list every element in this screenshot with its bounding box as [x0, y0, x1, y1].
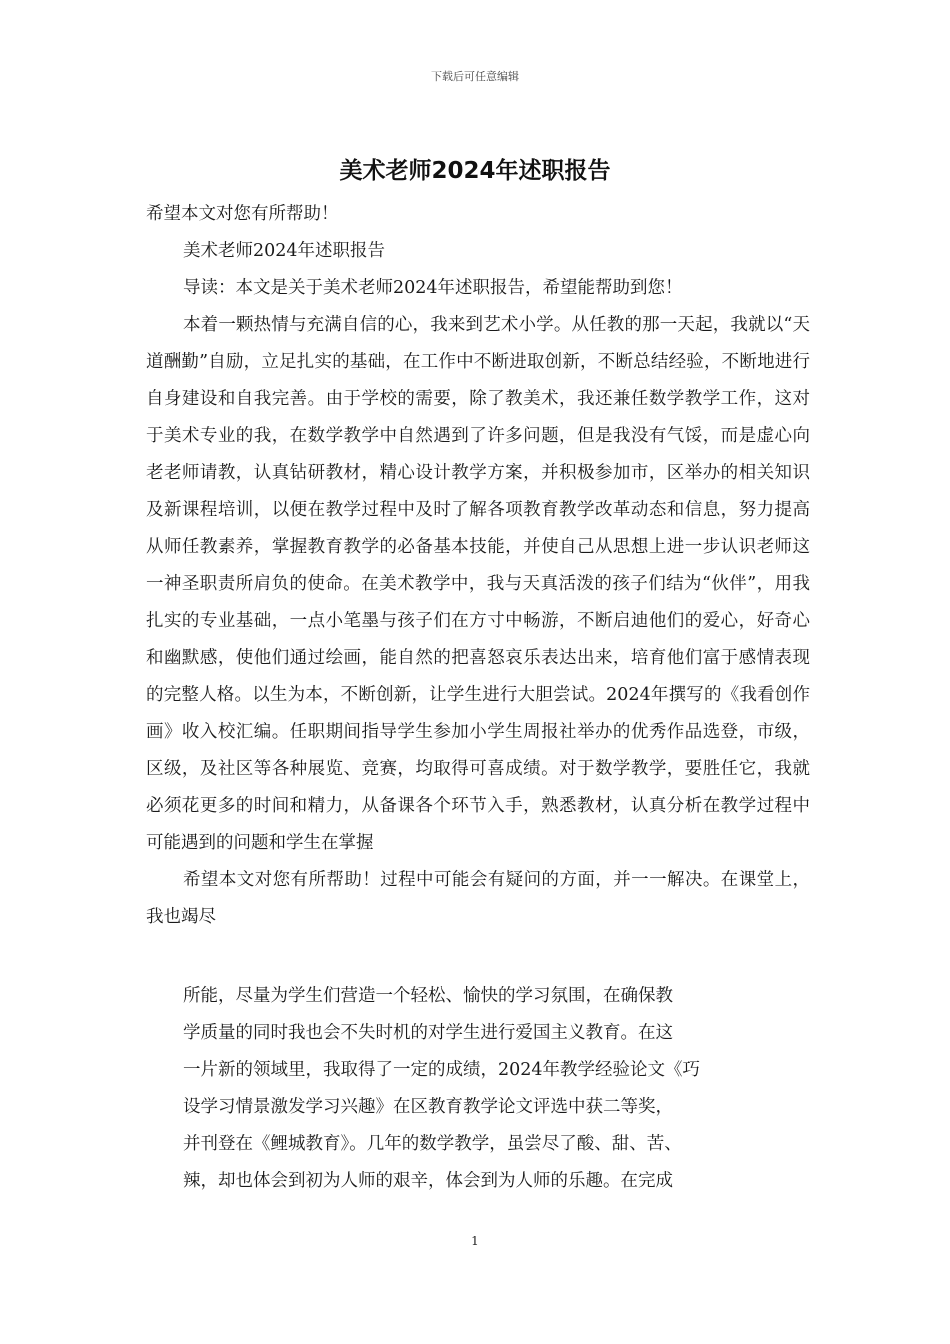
page-number: 1 — [471, 1234, 479, 1248]
narrow-text-block — [183, 978, 763, 1200]
page-header: 下载后可任意编辑 — [431, 70, 519, 83]
text-line: 所能，尽量为学生们营造一个轻松、愉快的学习氛围，在确保教 — [183, 986, 673, 1006]
paragraph-intro: 希望本文对您有所帮助！ — [146, 204, 339, 224]
paragraph-subtitle: 美术老师2024年述职报告 — [183, 241, 386, 261]
text-line: 学质量的同时我也会不失时机的对学生进行爱国主义教育。在这 — [183, 1023, 673, 1043]
text-line: 并刊登在《鲤城教育》。几年的数学教学，虽尝尽了酸、甜、苦、 — [183, 1134, 682, 1154]
document-title: 美术老师2024年述职报告 — [339, 158, 611, 184]
text-line: 设学习情景激发学习兴趣》在区教育教学论文评选中获二等奖， — [183, 1097, 673, 1117]
paragraph-continued: 希望本文对您有所帮助！过程中可能会有疑问的方面，并一一解决。在课堂上，我也竭尽 — [146, 870, 810, 927]
text-line: 一片新的领域里，我取得了一定的成绩，2024年教学经验论文《巧 — [183, 1060, 701, 1080]
paragraph-main: 本着一颗热情与充满自信的心，我来到艺术小学。从任教的那一天起，我就以“天道酬勤”自励，立足扎实的基础，在工作中不断进取创新，不断总结经验，不断地进行自身建设和自我完善。由于学校的需要，除了教美术，我还兼任数学教学工作，这对于美术专业的我，在数学教学中自然遇到了许多问题，但是我没有气馁，而是虚心向老老师请教，认真钻研教材，精心设计教学方案，并积极参加市，区举办的相关知识及新课程培训，以便在教学过程中及时了解各项教育教学改革动态和信息，努力提高从师任教素养，掌握教育教学的必备基本技能，并使自己从思想上进一步认识老师这一神圣职责所肩负的使命。在美术教学中，我与天真活泼的孩子们结为“伙伴”，用我扎实的专业基础，一点小笔墨与孩子们在方寸中畅游，不断启迪他们的爱心，好奇心和幽默感，使他们通过绘画，能自然的把喜怒哀乐表达出来，培育他们富于感情表现的完整人格。以生为本，不断创新，让学生进行大胆尝试。2024年撰写的《我看创作画》收入校汇编。任职期间指导学生参加小学生周报社举办的优秀作品选登，市级，区级，及社区等各种展览、竞赛，均取得可喜成绩。对于数学教学，要胜任它，我就必须花更多的时间和精力，从备课各个环节入手，熟悉教材，认真分析在教学过程中可能遇到的问题和学生在掌握 — [146, 315, 810, 853]
document-body — [146, 196, 810, 936]
paragraph-guide: 导读：本文是关于美术老师2024年述职报告，希望能帮助到您！ — [183, 278, 683, 298]
text-line: 辣，却也体会到初为人师的艰辛，体会到为人师的乐趣。在完成 — [183, 1171, 673, 1191]
